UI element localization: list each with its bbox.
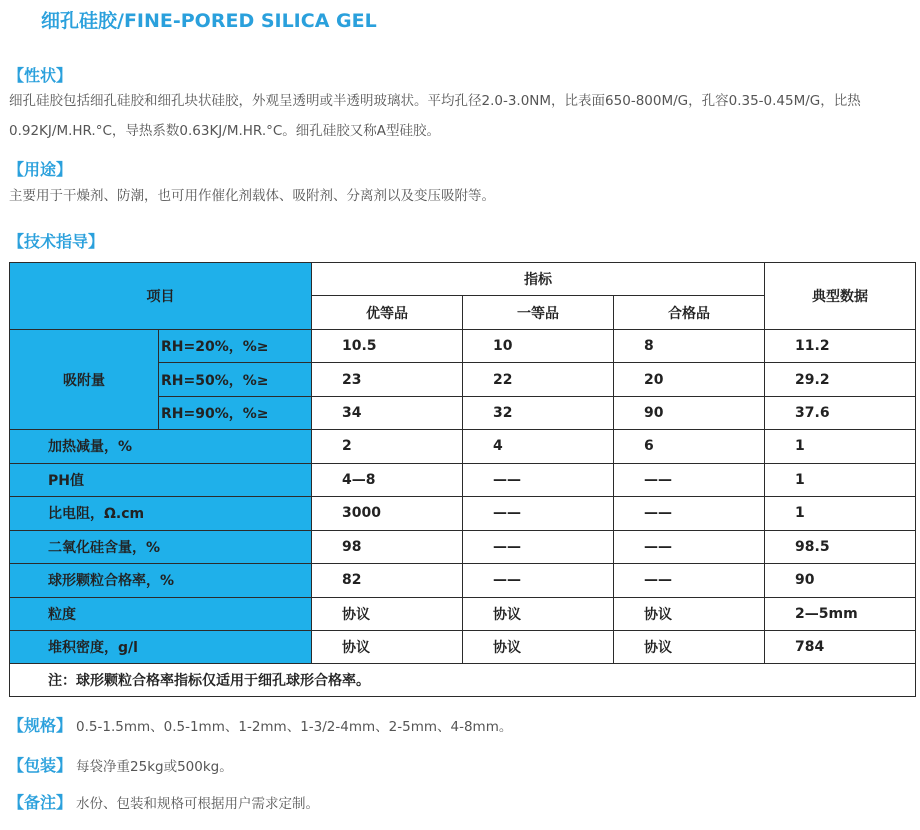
table-cell: —— [614, 530, 765, 563]
row-label: PH值 [10, 463, 312, 496]
technical-heading: 【技术指导】 [8, 232, 105, 251]
table-cell: 90 [614, 396, 765, 429]
table-row [10, 463, 916, 496]
spec-heading: 【规格】 [8, 716, 73, 735]
table-cell: 3000 [312, 497, 463, 530]
table-row [10, 329, 916, 362]
header-item: 项目 [10, 263, 312, 330]
table-cell: —— [463, 530, 614, 563]
table-cell: 8 [614, 329, 765, 362]
table-cell: —— [463, 497, 614, 530]
spec-line [8, 713, 512, 736]
table-cell: 2—5mm [765, 597, 916, 630]
adsorption-label: 吸附量 [10, 329, 159, 429]
table-cell: 10 [463, 329, 614, 362]
packing-heading: 【包装】 [8, 756, 73, 775]
table-cell: 34 [312, 396, 463, 429]
table-cell: —— [463, 463, 614, 496]
table-cell: —— [614, 564, 765, 597]
spec-table [9, 262, 916, 697]
header-grade-1: 优等品 [312, 296, 463, 329]
spec-text: 0.5-1.5mm、0.5-1mm、1-2mm、1-3/2-4mm、2-5mm、4-8mm。 [76, 719, 513, 735]
row-sub-label: RH=20%，%≥ [159, 329, 312, 362]
table-cell: 98.5 [765, 530, 916, 563]
row-label: 比电阻，Ω.cm [10, 497, 312, 530]
header-grade-2: 一等品 [463, 296, 614, 329]
table-cell: 协议 [614, 597, 765, 630]
properties-heading: 【性状】 [8, 66, 73, 85]
table-row [10, 430, 916, 463]
remark-line [8, 790, 319, 813]
header-indicator: 指标 [312, 263, 765, 296]
table-cell: 4—8 [312, 463, 463, 496]
table-note: 注：球形颗粒合格率指标仅适用于细孔球形合格率。 [10, 664, 916, 697]
remark-text: 水份、包装和规格可根据用户需求定制。 [76, 796, 320, 812]
table-cell: 29.2 [765, 363, 916, 396]
table-row [10, 564, 916, 597]
page-title: 细孔硅胶/FINE-PORED SILICA GEL [41, 10, 377, 32]
row-label: 堆积密度，g/l [10, 630, 312, 663]
row-label: 球形颗粒合格率，% [10, 564, 312, 597]
table-cell: 1 [765, 497, 916, 530]
row-sub-label: RH=50%，%≥ [159, 363, 312, 396]
table-cell: 32 [463, 396, 614, 429]
table-cell: 90 [765, 564, 916, 597]
table-cell: 协议 [463, 597, 614, 630]
table-cell: 23 [312, 363, 463, 396]
table-row [10, 597, 916, 630]
properties-text: 细孔硅胶包括细孔硅胶和细孔块状硅胶，外观呈透明或半透明玻璃状。平均孔径2.0-3.0NM，比表面650-800M/G，孔容0.35-0.45M/G，比热0.92KJ/M.HR.°C，导热系数0.63KJ/M.HR.°C。细孔硅胶又称A型硅胶。 [9, 93, 861, 139]
usage-heading: 【用途】 [8, 160, 73, 179]
table-cell: 20 [614, 363, 765, 396]
header-grade-3: 合格品 [614, 296, 765, 329]
table-cell: 98 [312, 530, 463, 563]
table-cell: 6 [614, 430, 765, 463]
packing-line [8, 753, 233, 776]
table-row [10, 497, 916, 530]
table-cell: 784 [765, 630, 916, 663]
table-cell: 37.6 [765, 396, 916, 429]
usage-text: 主要用于干燥剂、防潮，也可用作催化剂载体、吸附剂、分离剂以及变压吸附等。 [9, 188, 495, 204]
table-cell: 10.5 [312, 329, 463, 362]
table-cell: —— [614, 463, 765, 496]
row-label: 加热减量，% [10, 430, 312, 463]
table-cell: 1 [765, 463, 916, 496]
row-sub-label: RH=90%，%≥ [159, 396, 312, 429]
row-label: 二氧化硅含量，% [10, 530, 312, 563]
table-row [10, 630, 916, 663]
table-cell: 协议 [463, 630, 614, 663]
table-cell: —— [463, 564, 614, 597]
table-cell: 1 [765, 430, 916, 463]
table-cell: 协议 [312, 630, 463, 663]
table-cell: 22 [463, 363, 614, 396]
table-row [10, 530, 916, 563]
table-cell: 协议 [312, 597, 463, 630]
row-label: 粒度 [10, 597, 312, 630]
table-cell: —— [614, 497, 765, 530]
table-cell: 82 [312, 564, 463, 597]
remark-heading: 【备注】 [8, 793, 73, 812]
table-cell: 协议 [614, 630, 765, 663]
table-cell: 2 [312, 430, 463, 463]
header-typical: 典型数据 [765, 263, 916, 330]
table-cell: 11.2 [765, 329, 916, 362]
packing-text: 每袋净重25kg或500kg。 [76, 759, 233, 775]
table-cell: 4 [463, 430, 614, 463]
